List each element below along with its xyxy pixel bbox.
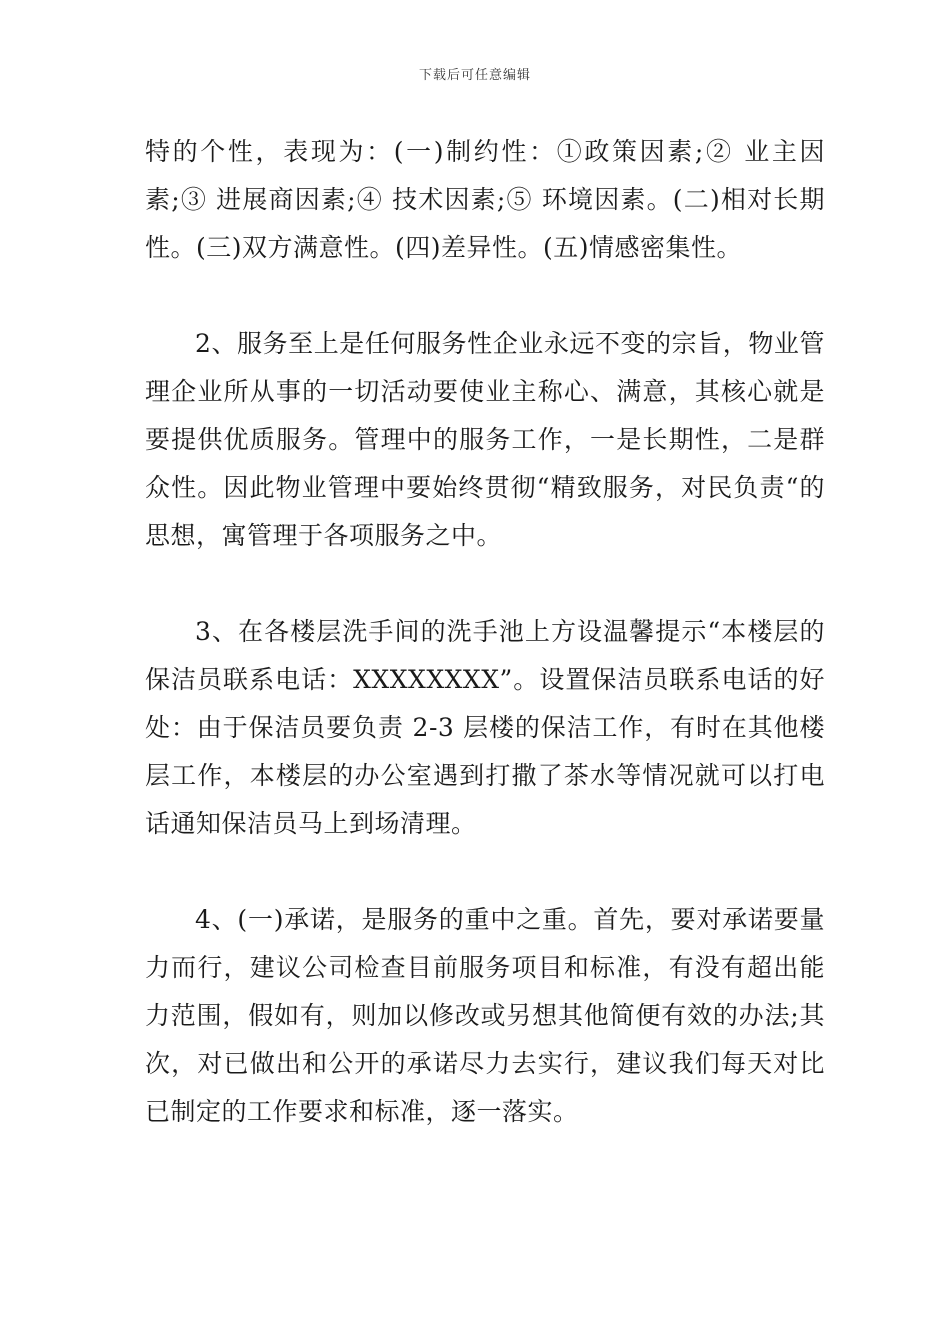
paragraph-3: 3、在各楼层洗手间的洗手池上方设温馨提示“本楼层的保洁员联系电话：XXXXXXXX”。设置保洁员联系电话的好处：由于保洁员要负责 2-3 层楼的保洁工作，有时在其他楼层工作，本楼层的办公室遇到打撒了茶水等情况就可以打电话通知保洁员马上到场清理。 bbox=[145, 617, 825, 838]
paragraph-1: 特的个性，表现为：(一)制约性：①政策因素;② 业主因素;③ 进展商因素;④ 技术因素;⑤ 环境因素。(二)相对长期性。(三)双方满意性。(四)差异性。(五)情感密集性。 bbox=[145, 137, 825, 262]
page-header-note: 下载后可任意编辑 bbox=[418, 68, 531, 83]
paragraph-2: 2、服务至上是任何服务性企业永远不变的宗旨，物业管理企业所从事的一切活动要使业主称心、满意，其核心就是要提供优质服务。管理中的服务工作，一是长期性，二是群众性。因此物业管理中要始终贯彻“精致服务，对民负责“的思想，寓管理于各项服务之中。 bbox=[145, 329, 825, 550]
document-body bbox=[145, 128, 825, 1184]
paragraph-4: 4、(一)承诺，是服务的重中之重。首先，要对承诺要量力而行，建议公司检查目前服务项目和标准，有没有超出能力范围，假如有，则加以修改或另想其他简便有效的办法;其次，对已做出和公开的承诺尽力去实行，建议我们每天对比已制定的工作要求和标准，逐一落实。 bbox=[145, 905, 825, 1126]
